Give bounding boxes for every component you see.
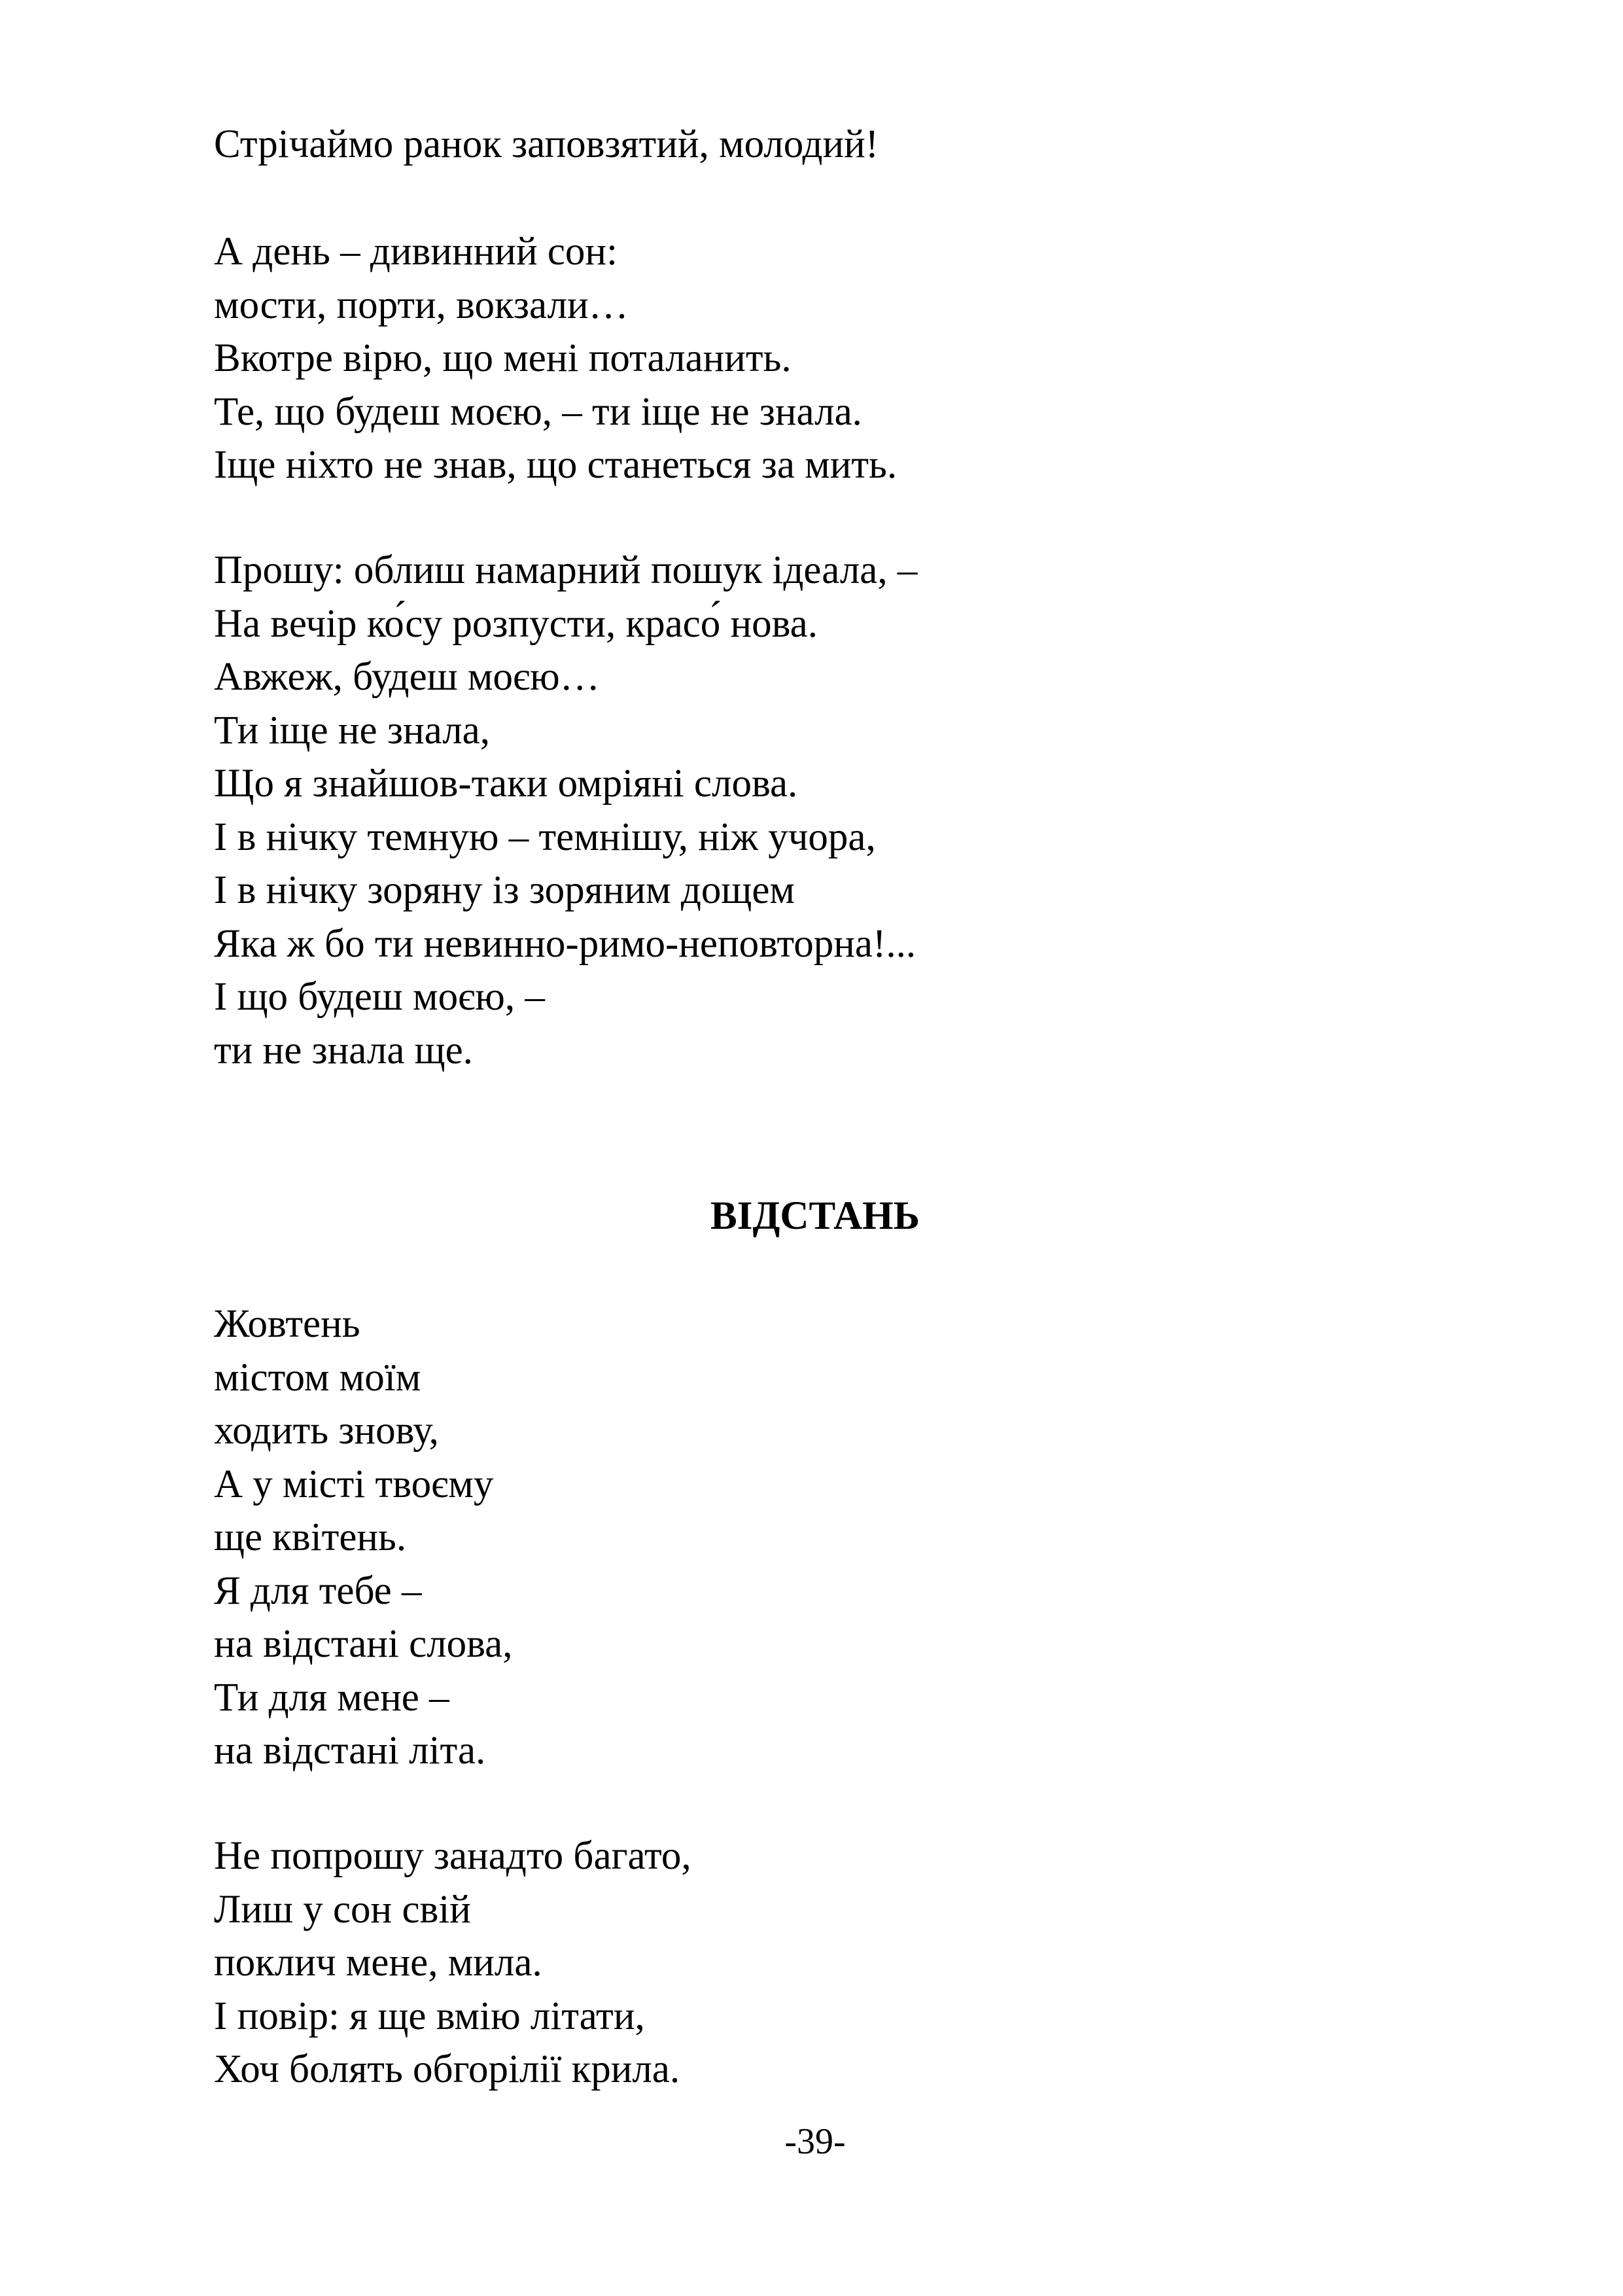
poem-line: Іще ніхто не знав, що станеться за мить. (214, 443, 898, 487)
poem-line: Вкотре вірю, що мені поталанить. (214, 336, 792, 380)
poem-line: А у місті твоєму (214, 1462, 494, 1506)
page-number: -39- (784, 2121, 846, 2162)
poem-line: На вечір ко́су розпусти, красо́ нова. (214, 601, 818, 646)
stanza (214, 1829, 1457, 2096)
poem-line: ти не знала ще. (214, 1028, 473, 1072)
poem-line: мости, порти, вокзали… (214, 283, 629, 327)
poem-line: на відстані літа. (214, 1729, 486, 1773)
stanza (214, 1298, 1457, 1778)
poem-line: А день – дивинний сон: (214, 230, 618, 274)
poem-line: І повір: я ще вмію літати, (214, 1994, 645, 2038)
poem-line: Що я знайшов-таки омріяні слова. (214, 762, 798, 805)
poem-title: ВІДСТАНЬ (710, 1194, 920, 1238)
stanza (214, 118, 1457, 171)
poem-line: містом моїм (214, 1355, 421, 1400)
poem-line: Не попрошу занадто багато, (214, 1834, 691, 1878)
poem-line: Ти іще не знала, (214, 708, 490, 752)
poem-line: І в нічку зоряну із зоряним дощем (214, 868, 795, 912)
poem-line: Я для тебе – (214, 1568, 422, 1613)
poem-line: ще квітень. (214, 1515, 407, 1559)
poem-line: Те, що будеш моєю, – ти іще не знала. (214, 389, 862, 434)
poem-line: І що будеш моєю, – (214, 975, 545, 1019)
stanza (214, 225, 1457, 492)
poem-line: Стрічаймо ранок заповзятий, молодий! (214, 122, 879, 166)
poem-line: Лиш у сон свій (214, 1887, 471, 1932)
stanza (214, 544, 1457, 1077)
poem-line: Жовтень (214, 1302, 360, 1346)
poem-line: на відстані слова, (214, 1622, 513, 1666)
poem-line: Яка ж бо ти невинно-римо-неповторна!... (214, 921, 916, 966)
poem-line: І в нічку темную – темнішу, ніж учора, (214, 815, 876, 859)
poem-line: Прошу: облиш намарний пошук ідеала, – (214, 548, 918, 592)
poem-line: Авжеж, будеш моєю… (214, 655, 600, 699)
poem-line: Хоч болять обгорілії крила. (214, 2047, 680, 2091)
poem-line: ходить знову, (214, 1409, 439, 1453)
poem-line: Ти для мене – (214, 1675, 449, 1720)
poem-line: поклич мене, мила. (214, 1941, 542, 1985)
